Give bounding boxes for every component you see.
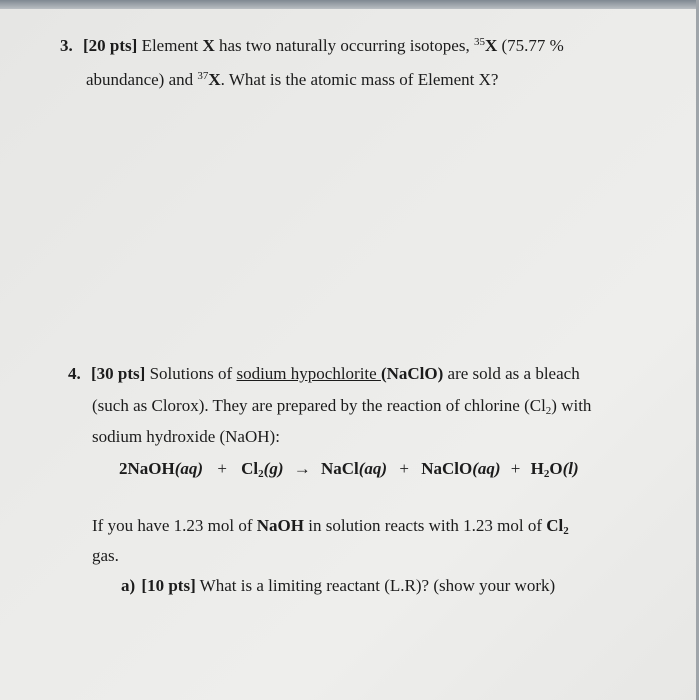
given-line-2 bbox=[92, 546, 119, 566]
question-4-line-1 bbox=[68, 364, 580, 384]
question-4-number: 4. bbox=[68, 364, 81, 383]
part-a bbox=[121, 576, 555, 596]
question-4-text-a: Solutions of bbox=[149, 364, 237, 383]
eq-reactant-1: 2NaOH bbox=[119, 459, 175, 478]
question-3-number: 3. bbox=[60, 36, 73, 55]
eq-plus-2: + bbox=[399, 459, 409, 478]
eq-product-2: NaClO bbox=[421, 459, 473, 478]
chlorine-subscript: 2 bbox=[545, 405, 552, 417]
page-top-edge bbox=[0, 0, 699, 9]
isotope-1-symbol: X bbox=[484, 36, 498, 55]
question-3-element: X bbox=[202, 36, 215, 55]
eq-product-1: NaCl bbox=[320, 459, 359, 478]
isotope-1-abundance: (75.77 % bbox=[497, 36, 564, 55]
given-text-b: in solution reacts with 1.23 mol of bbox=[304, 516, 547, 535]
question-3-line-1 bbox=[60, 36, 564, 56]
question-4-points: [30 pts] bbox=[91, 364, 146, 383]
sodium-hypochlorite-underlined: sodium hypochlorite bbox=[236, 364, 381, 383]
eq-plus-1: + bbox=[217, 459, 227, 478]
question-4-line-2 bbox=[92, 396, 591, 416]
question-4-line-2-end: ) with bbox=[551, 396, 592, 415]
part-a-points: [10 pts] bbox=[141, 576, 196, 595]
question-3-line-2 bbox=[86, 70, 498, 90]
eq-reactant-2-state: (g) bbox=[263, 459, 284, 478]
eq-reactant-1-state: (aq) bbox=[174, 459, 204, 478]
question-4-text-b: are sold as a bleach bbox=[443, 364, 580, 383]
given-naoh: NaOH bbox=[256, 516, 305, 535]
compound-formula: (NaClO) bbox=[380, 364, 444, 383]
eq-product-3-state: (l) bbox=[562, 459, 579, 478]
isotope-1-mass: 35 bbox=[473, 36, 485, 48]
part-a-label: a) bbox=[121, 576, 136, 595]
chemical-equation bbox=[119, 459, 579, 479]
question-4-line-3-text: sodium hydroxide (NaOH): bbox=[92, 427, 280, 446]
eq-reactant-2: Cl bbox=[241, 459, 259, 478]
given-line-1 bbox=[92, 516, 569, 536]
given-cl: Cl bbox=[546, 516, 564, 535]
eq-product-3-o: O bbox=[549, 459, 563, 478]
eq-product-3-sub: 2 bbox=[543, 468, 550, 480]
isotope-2-mass: 37 bbox=[197, 70, 209, 82]
question-3-text-c: abundance) and bbox=[86, 70, 198, 89]
isotope-2-symbol: X bbox=[208, 70, 221, 89]
eq-product-2-state: (aq) bbox=[472, 459, 501, 478]
eq-product-1-state: (aq) bbox=[358, 459, 388, 478]
question-3-text-d: . What is the atomic mass of Element X? bbox=[220, 70, 499, 89]
given-text-a: If you have 1.23 mol of bbox=[92, 516, 257, 535]
eq-plus-3: + bbox=[510, 459, 521, 478]
eq-product-3-h: H bbox=[530, 459, 544, 478]
question-3-points: [20 pts] bbox=[83, 36, 138, 55]
eq-arrow: → bbox=[293, 459, 311, 478]
given-text-c: gas. bbox=[92, 546, 119, 565]
part-a-text: What is a limiting reactant (L.R)? (show your work) bbox=[195, 576, 556, 595]
eq-reactant-2-sub: 2 bbox=[258, 468, 264, 480]
question-3-text-a: Element bbox=[141, 36, 203, 55]
given-cl-sub: 2 bbox=[563, 525, 569, 537]
question-4-line-2-text: (such as Clorox). They are prepared by the reaction of chlorine (Cl bbox=[92, 396, 546, 415]
question-3-text-b: has two naturally occurring isotopes, bbox=[214, 36, 474, 55]
question-4-line-3 bbox=[92, 427, 280, 447]
